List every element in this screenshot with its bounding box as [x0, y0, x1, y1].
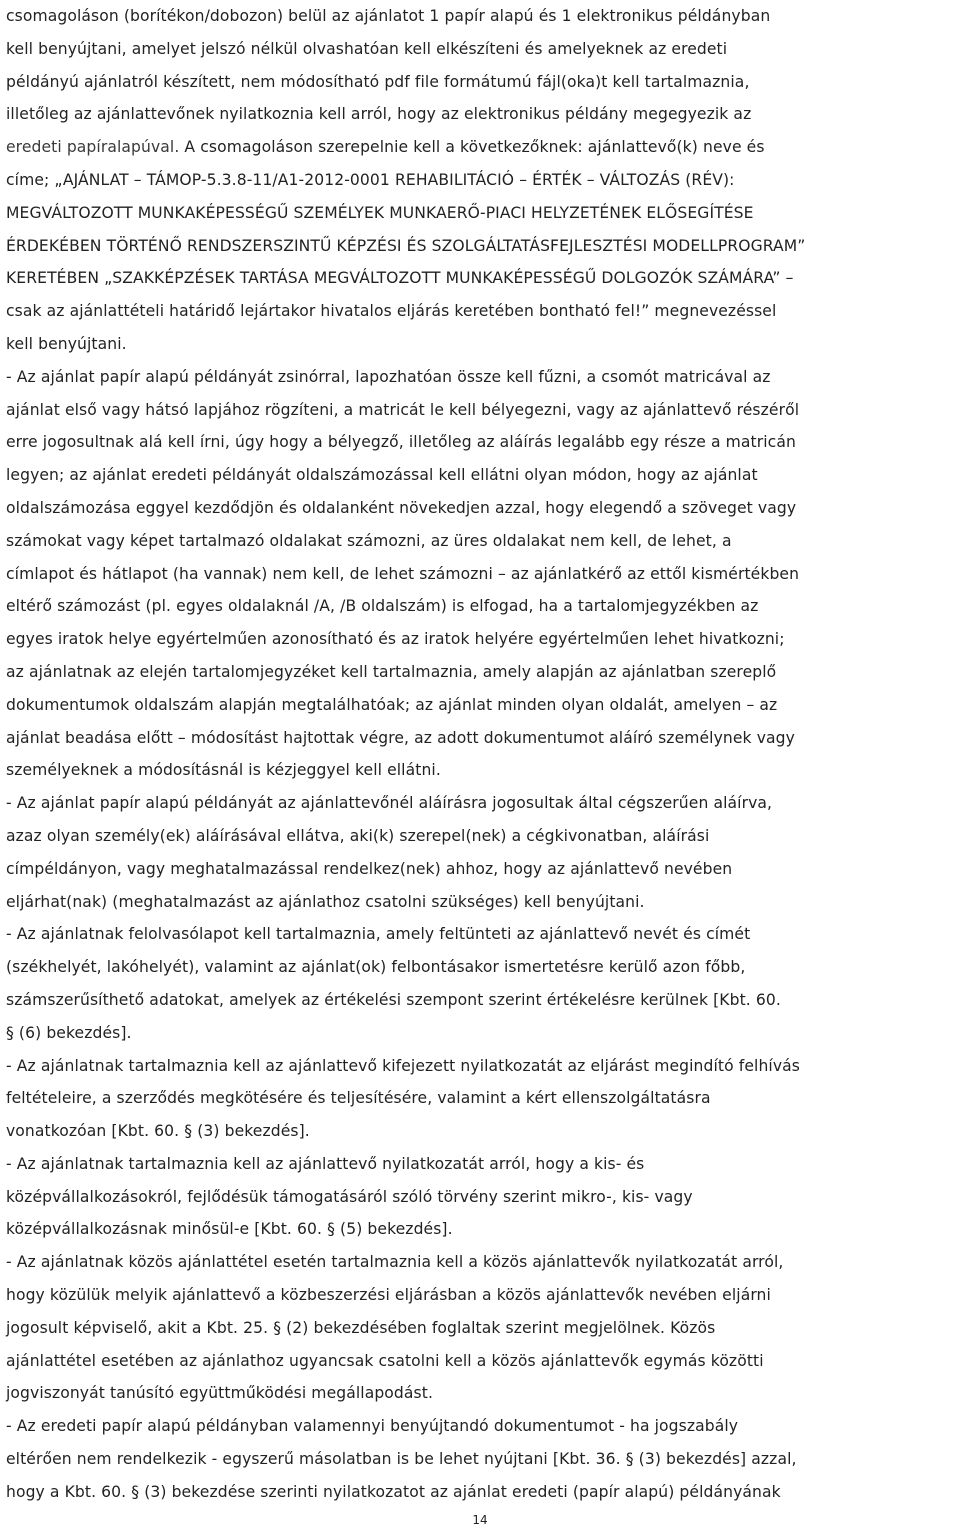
text-line [6, 1246, 954, 1279]
text-segment: ÉRDEKÉBEN TÖRTÉNŐ RENDSZERSZINTŰ KÉPZÉSI ÉS SZOLGÁLTATÁSFEJLESZTÉSI MODELLPROGRAM” [6, 236, 806, 255]
paragraph [6, 1148, 956, 1246]
text-line [6, 328, 954, 361]
text-segment: vonatkozóan [Kbt. 60. § (3) bekezdés]. [6, 1122, 310, 1141]
page-number: 14 [472, 1513, 488, 1527]
text-line [6, 1312, 954, 1345]
text-segment: eljárhat(nak) (meghatalmazást az ajánlathoz csatolni szükséges) kell benyújtani. [6, 892, 645, 911]
text-segment: erre jogosultnak alá kell írni, úgy hogy a bélyegző, illetőleg az aláírás legalább egy része a matricán [6, 433, 796, 452]
text-line [6, 131, 954, 164]
text-line [6, 459, 954, 492]
text-segment: számokat vagy képet tartalmazó oldalakat számozni, az üres oldalakat nem kell, de lehet, a [6, 531, 732, 550]
text-segment: KERETÉBEN „SZAKKÉPZÉSEK TARTÁSA MEGVÁLTOZOTT MUNKAKÉPESSÉGŰ DOLGOZÓK SZÁMÁRA” – [6, 269, 794, 288]
text-line [6, 951, 954, 984]
text-segment: § (6) bekezdés]. [6, 1023, 132, 1042]
text-segment: csak az ajánlattételi határidő lejártakor hivatalos eljárás keretében bontható fel!” megnevezéssel [6, 302, 777, 321]
text-line [6, 984, 954, 1017]
text-line [6, 787, 954, 820]
text-segment: - Az ajánlat papír alapú példányát az ajánlattevőnél aláírásra jogosultak által cégszerűen aláírva, [6, 794, 773, 813]
text-segment: jogosult képviselő, akit a Kbt. 25. § (2) bekezdésében foglaltak szerint megjelölnek. Közös [6, 1318, 716, 1337]
text-segment: ajánlattétel esetében az ajánlathoz ugyancsak csatolni kell a közös ajánlattevők egymás közötti [6, 1351, 764, 1370]
paragraph [6, 1050, 956, 1148]
text-line [6, 262, 954, 295]
text-segment: eltérően nem rendelkezik - egyszerű másolatban is be lehet nyújtani [Kbt. 36. § (3) bekezdés] azzal, [6, 1450, 797, 1469]
paragraph [6, 1246, 956, 1410]
document-body [6, 0, 956, 1509]
text-segment: példányú ajánlatról készített, nem módosítható pdf file formátumú fájl(oka)t kell tartalmaznia, [6, 72, 750, 91]
text-segment: címlapot és hátlapot (ha vannak) nem kell, de lehet számozni – az ajánlatkérő az ettől kismértékben [6, 564, 800, 583]
text-segment: ajánlat beadása előtt – módosítást hajtottak végre, az adott dokumentumot aláíró személynek vagy [6, 728, 795, 747]
text-segment: kell benyújtani. [6, 334, 127, 353]
paragraph [6, 918, 956, 1049]
text-line [6, 689, 954, 722]
text-line [6, 1050, 954, 1083]
text-segment: oldalszámozása eggyel kezdődjön és oldalanként növekedjen azzal, hogy elegendő a szöveget vagy [6, 498, 797, 517]
text-line [6, 754, 954, 787]
text-line [6, 1410, 954, 1443]
text-segment: személyeknek a módosításnál is kézjeggyel kell ellátni. [6, 761, 441, 780]
text-line [6, 590, 954, 623]
text-line [6, 722, 954, 755]
text-line [6, 886, 954, 919]
text-line [6, 361, 954, 394]
text-segment: feltételeire, a szerződés megkötésére és teljesítésére, valamint a kért ellenszolgáltatásra [6, 1089, 711, 1108]
paragraph [6, 361, 956, 787]
text-segment: eredeti papíralapúval. [6, 138, 185, 157]
text-segment: számszerűsíthető adatokat, amelyek az értékelési szempont szerint értékelésre kerülnek [Kbt. 60. [6, 990, 781, 1009]
text-line [6, 1345, 954, 1378]
text-segment: középvállalkozásnak minősül-e [Kbt. 60. § (5) bekezdés]. [6, 1220, 453, 1239]
text-segment: az ajánlatnak az elején tartalomjegyzéket kell tartalmaznia, amely alapján az ajánlatban szereplő [6, 662, 777, 681]
text-line [6, 394, 954, 427]
text-line [6, 426, 954, 459]
text-line [6, 558, 954, 591]
text-segment: kell benyújtani, amelyet jelszó nélkül olvashatóan kell elkészíteni és amelyeknek az eredeti [6, 39, 728, 58]
paragraph [6, 787, 956, 918]
text-segment: A csomagoláson szerepelnie kell a következőknek: ajánlattevő(k) neve és [184, 138, 765, 157]
text-segment: ajánlat első vagy hátsó lapjához rögzíteni, a matricát le kell bélyegezni, vagy az ajánlattevő részéről [6, 400, 800, 419]
text-line [6, 853, 954, 886]
text-line [6, 98, 954, 131]
text-segment: jogviszonyát tanúsító együttműködési megállapodást. [6, 1384, 434, 1403]
text-segment: - Az ajánlat papír alapú példányát zsinórral, lapozhatóan össze kell fűzni, a csomót matricával az [6, 367, 771, 386]
text-segment: hogy közülük melyik ajánlattevő a közbeszerzési eljárásban a közös ajánlattevők nevében eljárni [6, 1286, 771, 1305]
text-line [6, 1148, 954, 1181]
text-line [6, 525, 954, 558]
text-line [6, 197, 954, 230]
text-line [6, 1443, 954, 1476]
text-segment: egyes iratok helye egyértelműen azonosítható és az iratok helyére egyértelműen lehet hivatkozni; [6, 630, 785, 649]
text-segment: legyen; az ajánlat eredeti példányát oldalszámozással kell ellátni olyan módon, hogy az ajánlat [6, 466, 758, 485]
text-line [6, 1279, 954, 1312]
text-segment: - Az eredeti papír alapú példányban valamennyi benyújtandó dokumentumot - ha jogszabály [6, 1417, 739, 1436]
text-segment: MEGVÁLTOZOTT MUNKAKÉPESSÉGŰ SZEMÉLYEK MUNKAERŐ-PIACI HELYZETÉNEK ELŐSEGÍTÉSE [6, 203, 754, 222]
text-line [6, 1115, 954, 1148]
text-segment: - Az ajánlatnak tartalmaznia kell az ajánlattevő nyilatkozatát arról, hogy a kis- és [6, 1154, 645, 1173]
text-line [6, 164, 954, 197]
text-line [6, 66, 954, 99]
text-line [6, 656, 954, 689]
text-segment: azaz olyan személy(ek) aláírásával ellátva, aki(k) szerepel(nek) a cégkivonatban, aláírási [6, 826, 710, 845]
text-line [6, 0, 954, 33]
text-segment: hogy a Kbt. 60. § (3) bekezdése szerinti nyilatkozatot az ajánlat eredeti (papír alapú) példányának [6, 1482, 781, 1501]
paragraph [6, 1410, 956, 1508]
text-segment: illetőleg az ajánlattevőnek nyilatkoznia kell arról, hogy az elektronikus példány megegyezik az [6, 105, 752, 124]
text-line [6, 492, 954, 525]
text-line [6, 33, 954, 66]
text-line [6, 1017, 954, 1050]
text-line [6, 1476, 954, 1509]
text-line [6, 230, 954, 263]
text-line [6, 1377, 954, 1410]
text-segment: (székhelyét, lakóhelyét), valamint az ajánlat(ok) felbontásakor ismertetésre kerülő azon főbb, [6, 958, 746, 977]
text-segment: - Az ajánlatnak közös ajánlattétel esetén tartalmaznia kell a közös ajánlattevők nyilatkozatát arról, [6, 1253, 784, 1272]
text-segment: dokumentumok oldalszám alapján megtalálhatóak; az ajánlat minden olyan oldalát, amelyen – az [6, 695, 778, 714]
text-segment: címpéldányon, vagy meghatalmazással rendelkez(nek) ahhoz, hogy az ajánlattevő nevében [6, 859, 733, 878]
text-segment: középvállalkozásokról, fejlődésük támogatásáról szóló törvény szerint mikro-, kis- vagy [6, 1187, 693, 1206]
text-segment: címe; „AJÁNLAT – TÁMOP-5.3.8-11/A1-2012-0001 REHABILITÁCIÓ – ÉRTÉK – VÁLTOZÁS (RÉV): [6, 170, 735, 189]
text-line [6, 1082, 954, 1115]
text-line [6, 295, 954, 328]
text-line [6, 820, 954, 853]
text-line [6, 1181, 954, 1214]
paragraph [6, 0, 956, 361]
text-line [6, 1213, 954, 1246]
text-segment: - Az ajánlatnak felolvasólapot kell tartalmaznia, amely feltünteti az ajánlattevő nevét és címét [6, 925, 751, 944]
text-line [6, 623, 954, 656]
text-segment: csomagoláson (borítékon/dobozon) belül az ajánlatot 1 papír alapú és 1 elektronikus példányban [6, 7, 771, 25]
text-segment: eltérő számozást (pl. egyes oldalaknál /A, /B oldalszám) is elfogad, ha a tartalomjegyzékben az [6, 597, 759, 616]
text-line [6, 918, 954, 951]
text-segment: - Az ajánlatnak tartalmaznia kell az ajánlattevő kifejezett nyilatkozatát az eljárást megindító felhívás [6, 1056, 801, 1075]
